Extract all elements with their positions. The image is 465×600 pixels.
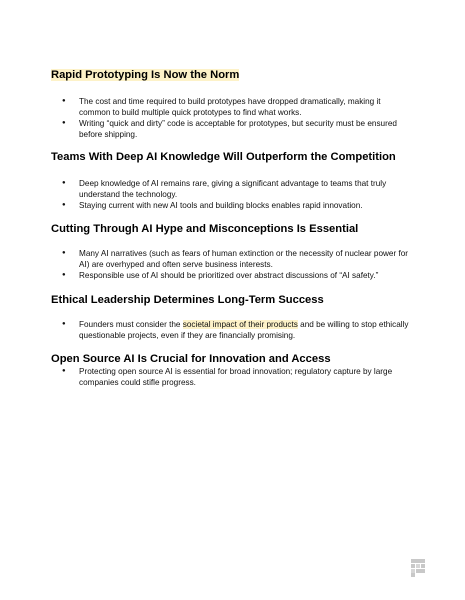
heading-highlight: Rapid Prototyping Is Now the Norm — [51, 69, 240, 81]
section-heading: Teams With Deep AI Knowledge Will Outperform the Competition — [51, 151, 396, 163]
list-item — [51, 319, 411, 341]
text-highlight: societal impact of their products — [182, 320, 298, 329]
bullet-list — [51, 319, 411, 341]
list-item: ● Many AI narratives (such as fears of human extinction or the necessity of nuclear power for AI) are overhyped and often serve business interests. — [51, 248, 411, 270]
bullet-list — [51, 96, 411, 140]
section-heading — [51, 68, 239, 82]
section-heading: Open Source AI Is Crucial for Innovation and Access — [51, 353, 331, 365]
list-item: ● The cost and time required to build prototypes have dropped dramatically, making it common to build multiple quick prototypes to find what works. — [51, 96, 411, 118]
bullet-list — [51, 366, 411, 388]
bullet-list — [51, 248, 411, 281]
section-heading: Ethical Leadership Determines Long-Term Success — [51, 294, 324, 306]
list-item-text: and be willing to stop ethically questionable projects, even if they are financially promising. — [79, 320, 409, 340]
section-heading: Cutting Through AI Hype and Misconceptions Is Essential — [51, 223, 359, 235]
list-item: ● Responsible use of AI should be prioritized over abstract discussions of “AI safety.” — [51, 270, 411, 281]
list-item: ● Protecting open source AI is essential for broad innovation; regulatory capture by large companies could stifle progress. — [51, 366, 411, 388]
list-item: ● Staying current with new AI tools and building blocks enables rapid innovation. — [51, 200, 411, 211]
list-item: ● Deep knowledge of AI remains rare, giving a significant advantage to teams that truly understand the technology. — [51, 178, 411, 200]
bullet-list — [51, 178, 411, 211]
list-item-text: Founders must consider the — [79, 320, 183, 329]
app-logo-icon — [411, 559, 425, 577]
list-item: ● Writing “quick and dirty” code is acceptable for prototypes, but security must be ensured before shipping. — [51, 118, 411, 140]
